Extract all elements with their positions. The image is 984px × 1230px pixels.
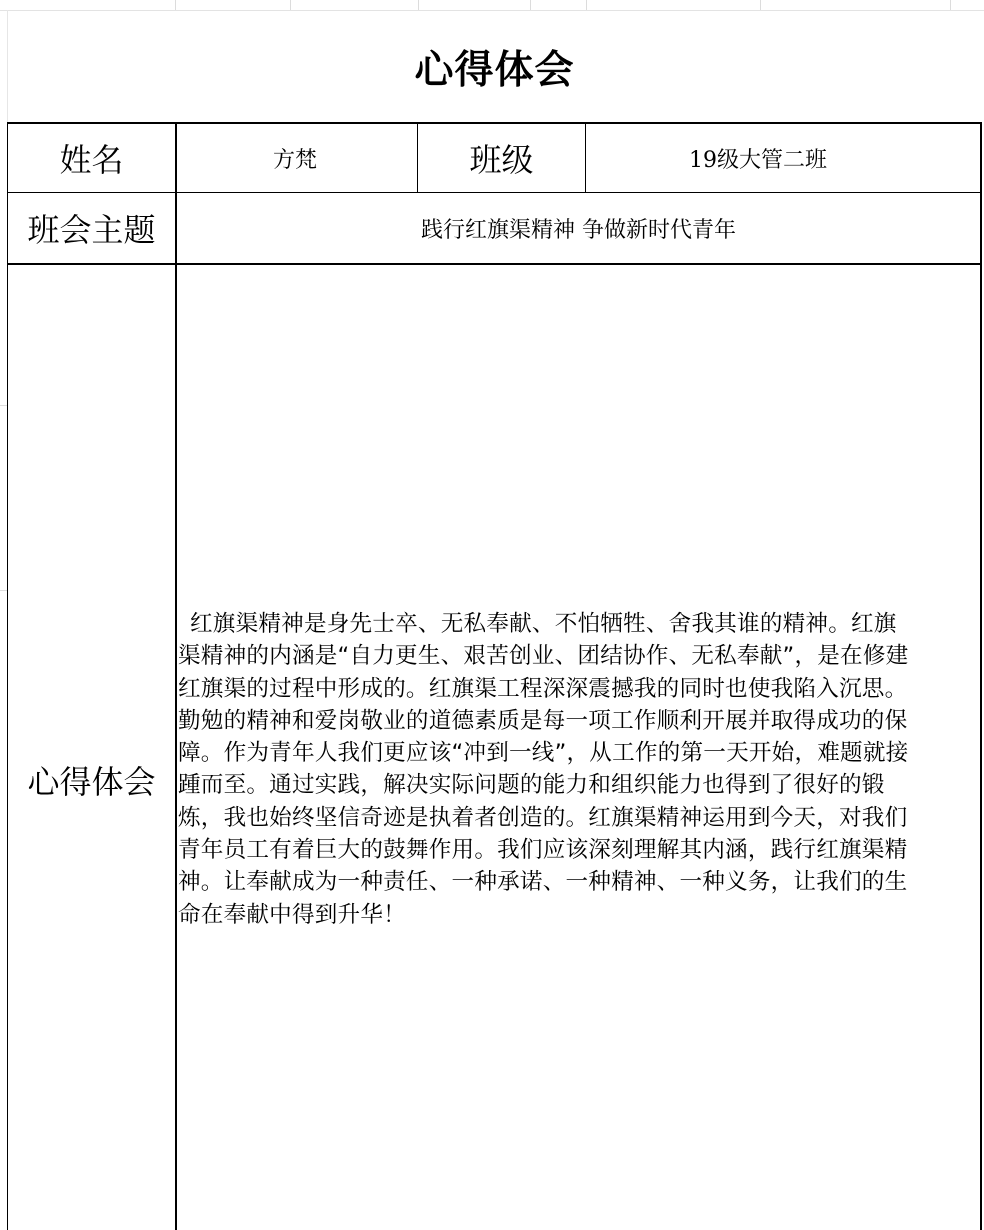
table-border-col1 — [175, 122, 177, 1230]
reflection-line: 炼，我也始终坚信奇迹是执着者创造的。红旗渠精神运用到今天，对我们 — [178, 804, 908, 831]
gridline — [418, 0, 419, 10]
reflection-text — [178, 608, 980, 931]
gridline — [0, 590, 7, 591]
reflection-line: 红旗渠精神是身先士卒、无私奉献、不怕牺牲、舍我其谁的精神。红旗 — [190, 611, 897, 637]
topic-value: 践行红旗渠精神 争做新时代青年 — [421, 217, 736, 243]
reflection-line: 障。作为青年人我们更应该“冲到一线”，从工作的第一天开始，难题就接 — [178, 740, 909, 767]
gridline — [175, 0, 176, 10]
page-title: 心得体会 — [414, 47, 575, 93]
reflection-line: 神。让奉献成为一种责任、一种承诺、一种精神、一种义务，让我们的生 — [178, 869, 908, 896]
gridline — [0, 405, 7, 406]
reflection-line: 勤勉的精神和爱岗敬业的道德素质是每一项工作顺利开展并取得成功的保 — [178, 707, 908, 734]
name-value: 方梵 — [272, 147, 317, 173]
gridline — [760, 0, 761, 10]
table-border-left — [7, 122, 8, 1230]
class-label: 班级 — [469, 141, 534, 179]
name-label: 姓名 — [59, 141, 124, 179]
reflection-label: 心得体会 — [27, 763, 156, 801]
reflection-line: 命在奉献中得到升华！ — [178, 901, 406, 928]
table-border-right — [980, 122, 982, 1230]
reflection-line: 渠精神的内涵是“自力更生、艰苦创业、团结协作、无私奉献”，是在修建 — [178, 643, 909, 670]
gridline — [530, 0, 531, 10]
class-value: 19级大管二班 — [689, 147, 827, 173]
topic-label: 班会主题 — [27, 211, 156, 249]
reflection-line: 踵而至。通过实践，解决实际问题的能力和组织能力也得到了很好的锻 — [178, 772, 885, 799]
gridline — [950, 0, 951, 10]
table-border-row2 — [7, 263, 982, 265]
gridline — [586, 0, 587, 10]
reflection-line: 红旗渠的过程中形成的。红旗渠工程深深震撼我的同时也使我陷入沉思。 — [178, 675, 908, 702]
reflection-line: 青年员工有着巨大的鼓舞作用。我们应该深刻理解其内涵，践行红旗渠精 — [178, 837, 908, 864]
gridline — [290, 0, 291, 10]
